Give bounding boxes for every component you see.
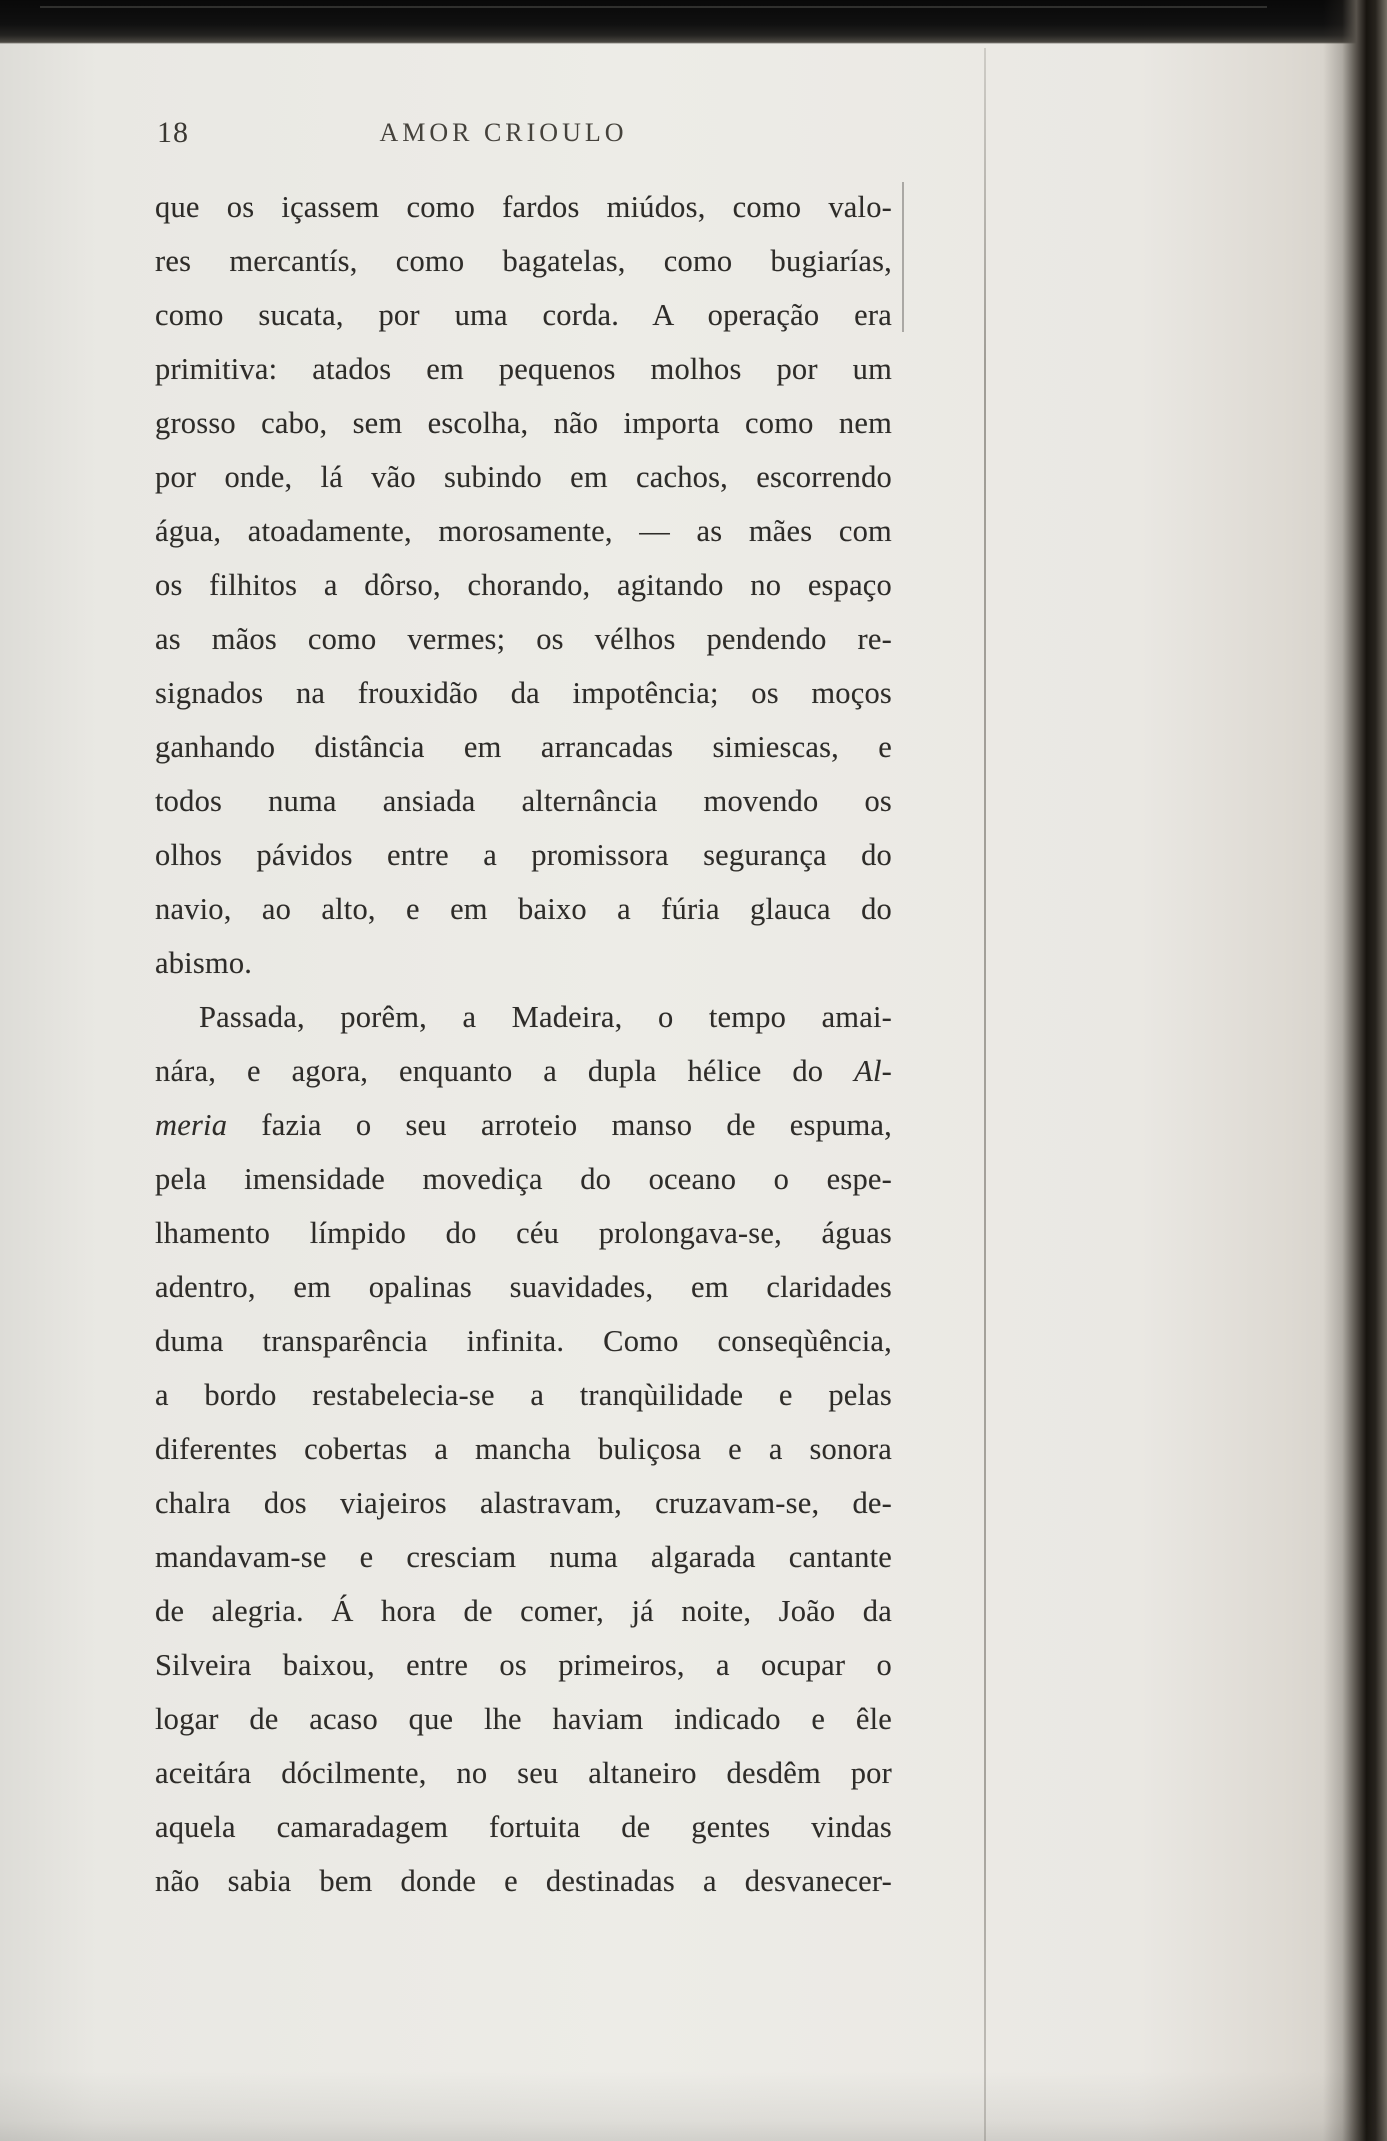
text-segment: pela imensidade movediça do oceano o espe-: [155, 1162, 892, 1196]
text-line: [155, 666, 892, 720]
text-line: [155, 1152, 892, 1206]
text-segment: os filhitos a dôrso, chorando, agitando no espaço: [155, 568, 892, 602]
text-line: [155, 450, 892, 504]
text-segment: lhamento límpido do céu prolongava-se, águas: [155, 1216, 892, 1250]
text-segment: olhos pávidos entre a promissora segurança do: [155, 838, 892, 872]
page-number: 18: [157, 116, 189, 149]
text-line: [155, 828, 892, 882]
text-segment: signados na frouxidão da impotência; os moços: [155, 676, 892, 710]
text-segment: nára, e agora, enquanto a dupla hélice do: [155, 1054, 855, 1088]
text-segment: as mãos como vermes; os vélhos pendendo re-: [155, 622, 892, 656]
text-line: [155, 1314, 892, 1368]
text-line: [155, 396, 892, 450]
text-segment: duma transparência infinita. Como conseqùência,: [155, 1324, 892, 1358]
text-line: [155, 504, 892, 558]
text-segment: mandavam-se e cresciam numa algarada cantante: [155, 1540, 892, 1574]
text-segment: a bordo restabelecia-se a tranqùilidade e pelas: [155, 1378, 892, 1412]
text-line: [155, 1584, 892, 1638]
text-line: [155, 774, 892, 828]
text-line: [155, 990, 892, 1044]
text-line: [155, 612, 892, 666]
text-segment: navio, ao alto, e em baixo a fúria glauca do: [155, 892, 892, 926]
text-line: [155, 1746, 892, 1800]
text-line: [155, 1638, 892, 1692]
text-segment: diferentes cobertas a mancha buliçosa e a sonora: [155, 1432, 892, 1466]
text-line: [155, 1368, 892, 1422]
running-title: AMOR CRIOULO: [379, 118, 628, 147]
text-line: [155, 1530, 892, 1584]
text-line: [155, 1206, 892, 1260]
text-segment: primitiva: atados em pequenos molhos por um: [155, 352, 892, 386]
text-segment: grosso cabo, sem escolha, não importa como nem: [155, 406, 892, 440]
text-segment: Passada, porêm, a Madeira, o tempo amai-: [199, 1000, 892, 1034]
body-text: [155, 180, 892, 1908]
text-segment: adentro, em opalinas suavidades, em claridades: [155, 1270, 892, 1304]
text-line: [155, 180, 892, 234]
italic-text-segment: Al-: [854, 1054, 892, 1088]
text-line: [155, 1422, 892, 1476]
text-segment: Silveira baixou, entre os primeiros, a ocupar o: [155, 1648, 892, 1682]
text-line: [155, 1044, 892, 1098]
page-header: [155, 116, 892, 156]
text-segment: que os içassem como fardos miúdos, como valo-: [155, 190, 892, 224]
binding-shadow: [1323, 0, 1387, 2141]
text-line: [155, 936, 892, 990]
text-segment: aceitára dócilmente, no seu altaneiro desdêm por: [155, 1756, 892, 1790]
italic-text-segment: meria: [155, 1108, 228, 1142]
text-segment: todos numa ansiada alternância movendo os: [155, 784, 892, 818]
text-segment: ganhando distância em arrancadas simiescas, e: [155, 730, 892, 764]
text-line: [155, 720, 892, 774]
text-segment: chalra dos viajeiros alastravam, cruzavam-se, de-: [155, 1486, 892, 1520]
page-edge-line: [984, 48, 986, 2141]
margin-mark: [902, 182, 904, 332]
text-line: [155, 1476, 892, 1530]
text-line: [155, 1260, 892, 1314]
text-line: [155, 342, 892, 396]
text-line: [155, 288, 892, 342]
text-segment: abismo.: [155, 946, 253, 980]
scan-top-edge: [0, 0, 1387, 44]
text-segment: de alegria. Á hora de comer, já noite, João da: [155, 1594, 892, 1628]
text-line: [155, 1854, 892, 1908]
text-line: [155, 1692, 892, 1746]
text-line: [155, 234, 892, 288]
text-segment: fazia o seu arroteio manso de espuma,: [227, 1108, 892, 1142]
text-segment: como sucata, por uma corda. A operação era: [155, 298, 892, 332]
text-line: [155, 882, 892, 936]
text-segment: não sabia bem donde e destinadas a desvanecer-: [155, 1864, 892, 1898]
text-line: [155, 1800, 892, 1854]
text-segment: água, atoadamente, morosamente, — as mães com: [155, 514, 892, 548]
text-segment: por onde, lá vão subindo em cachos, escorrendo: [155, 460, 892, 494]
text-line: [155, 558, 892, 612]
text-segment: logar de acaso que lhe haviam indicado e êle: [155, 1702, 892, 1736]
text-segment: aquela camaradagem fortuita de gentes vindas: [155, 1810, 892, 1844]
text-line: [155, 1098, 892, 1152]
text-segment: res mercantís, como bagatelas, como bugiarías,: [155, 244, 892, 278]
